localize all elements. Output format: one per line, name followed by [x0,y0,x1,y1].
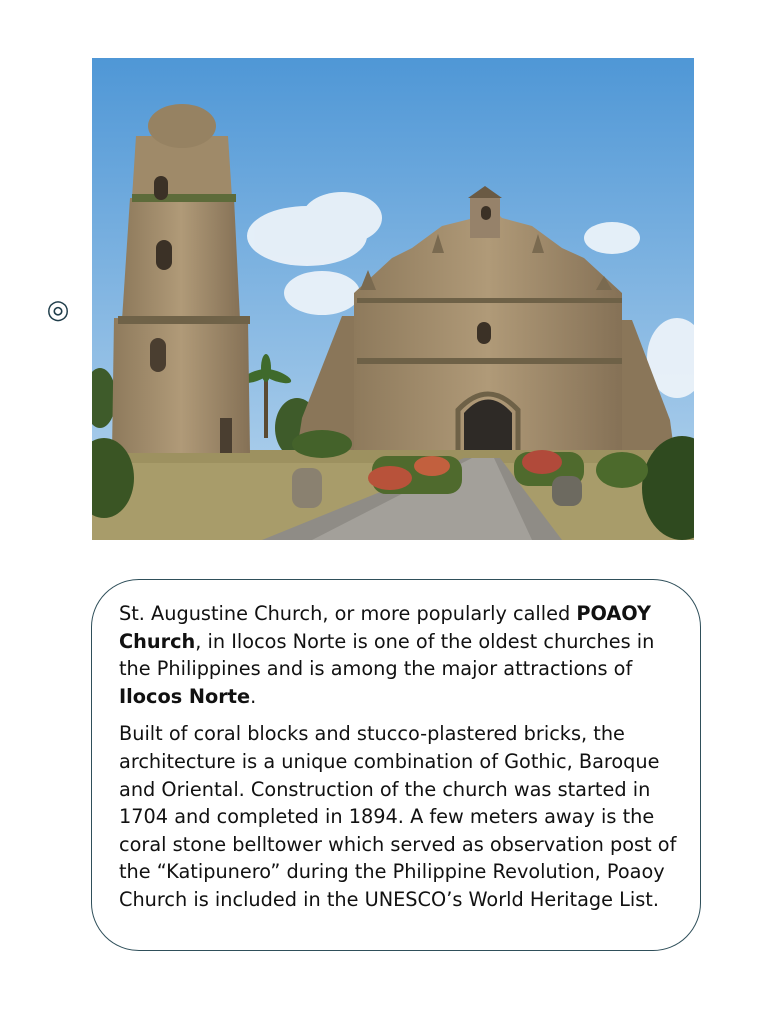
intro-text-3: . [250,684,257,708]
paragraph-intro [119,600,679,710]
church-name: POAOY Church [119,602,651,653]
paragraph-details: Built of coral blocks and stucco-plastered bricks, the architecture is a unique combination of Gothic, Baroque and Oriental. Construction of the church was started in 1704 and completed in 1894. A few meters away is the coral stone belltower which served as observation post of the “Katipunero” during the Philippine Revolution, Poaoy Church is included in the UNESCO’s World Heritage List. [119,722,677,911]
info-card [91,579,701,951]
intro-text-1: St. Augustine Church, or more popularly called [119,602,577,625]
info-text [119,600,679,925]
province-name: Ilocos Norte [119,684,251,708]
church-photo [92,58,694,540]
bullet-icon: ◎ [46,295,70,325]
intro-text-2: , in Ilocos Norte is one of the oldest churches in the Philippines and is among the major attractions of [119,629,655,681]
